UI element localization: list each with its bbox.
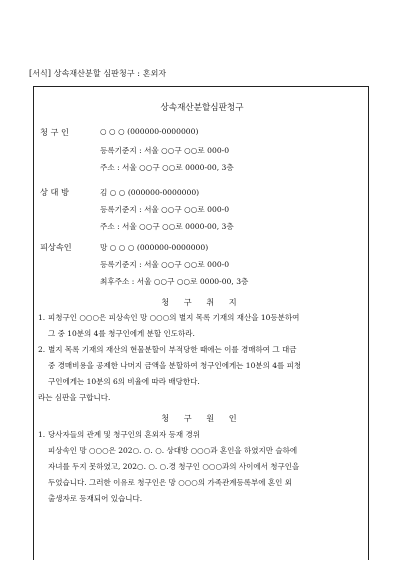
respondent-label: 상 대 방 <box>40 187 69 197</box>
cause-item-1-line: 출생자로 등재되어 있습니다. <box>48 494 143 503</box>
claimant-registry: 등록기준지 : 서울 ○○구 ○○로 000-0 <box>100 146 230 155</box>
decedent-label: 피상속인 <box>40 242 72 252</box>
claimant-name: ○ ○ ○ (000000-0000000) <box>100 127 199 136</box>
cause-item-1 <box>38 427 364 507</box>
cause-item-1-line: 자녀를 두지 못하였고, 202○. ○. ○.경 청구인 ○○○과의 사이에서 청구인을 <box>48 462 300 471</box>
form-type-label: [서식] 상속재산분할 심판청구 : 혼외자 <box>29 69 167 78</box>
purpose-item-2-number: 2. <box>38 345 46 354</box>
cause-item-1-line: 피상속인 망 ○○○은 202○. ○. ○. 상대방 ○○○과 혼인을 하였지만 슬하에 <box>48 446 298 455</box>
decedent-registry: 등록기준지 : 서울 ○○구 ○○로 000-0 <box>100 260 230 269</box>
purpose-item-1 <box>38 310 364 342</box>
cause-item-1-line: 두었습니다. 그러한 이유로 청구인은 망 ○○○의 가족관계등록부에 혼인 외 <box>48 478 292 487</box>
purpose-item-1-number: 1. <box>38 313 46 322</box>
claimant-address: 주소 : 서울 ○○구 ○○로 0000-00, 3층 <box>100 163 234 172</box>
purpose-item-2-line: 구인에게는 10분의 6의 비율에 따라 배당한다. <box>48 377 200 386</box>
petition-form <box>33 86 369 560</box>
respondent-address: 주소 : 서울 ○○구 ○○로 0000-00, 3층 <box>100 222 234 231</box>
decedent-name: 망 ○ ○ ○ (000000-0000000) <box>100 243 209 252</box>
purpose-item-2 <box>38 342 364 390</box>
respondent-name: 김 ○ ○ (000000-0000000) <box>100 188 200 197</box>
purpose-item-2-line: 별지 목록 기재의 재산의 현물분할이 부적당한 때에는 이를 경매하여 그 대금 <box>48 345 297 354</box>
respondent-registry: 등록기준지 : 서울 ○○구 ○○로 000-0 <box>100 205 230 214</box>
purpose-item-1-line: 그 중 10분의 4를 청구인에게 분할 인도하라. <box>48 329 195 338</box>
purpose-closing: 라는 심판을 구합니다. <box>38 393 111 402</box>
claimant-label: 청 구 인 <box>40 127 69 137</box>
purpose-item-2-line: 중 경매비용을 공제한 나머지 금액을 분할하여 청구인에게는 10분의 4를 피청 <box>48 361 302 370</box>
cause-item-1-heading: 당사자들의 관계 및 청구인의 혼외자 등재 경위 <box>48 430 200 439</box>
purpose-heading: 청 구 취 지 <box>161 297 243 307</box>
cause-item-1-number: 1. <box>38 430 46 439</box>
purpose-item-1-line: 피청구인 ○○○은 피상속인 망 ○○○의 별지 목록 기재의 재산을 10등분하여 <box>48 313 300 322</box>
form-title: 상속재산분할심판청구 <box>160 103 244 113</box>
decedent-address: 최후주소 : 서울 ○○구 ○○로 0000-00, 3층 <box>100 277 249 286</box>
cause-heading: 청 구 원 인 <box>161 413 243 423</box>
